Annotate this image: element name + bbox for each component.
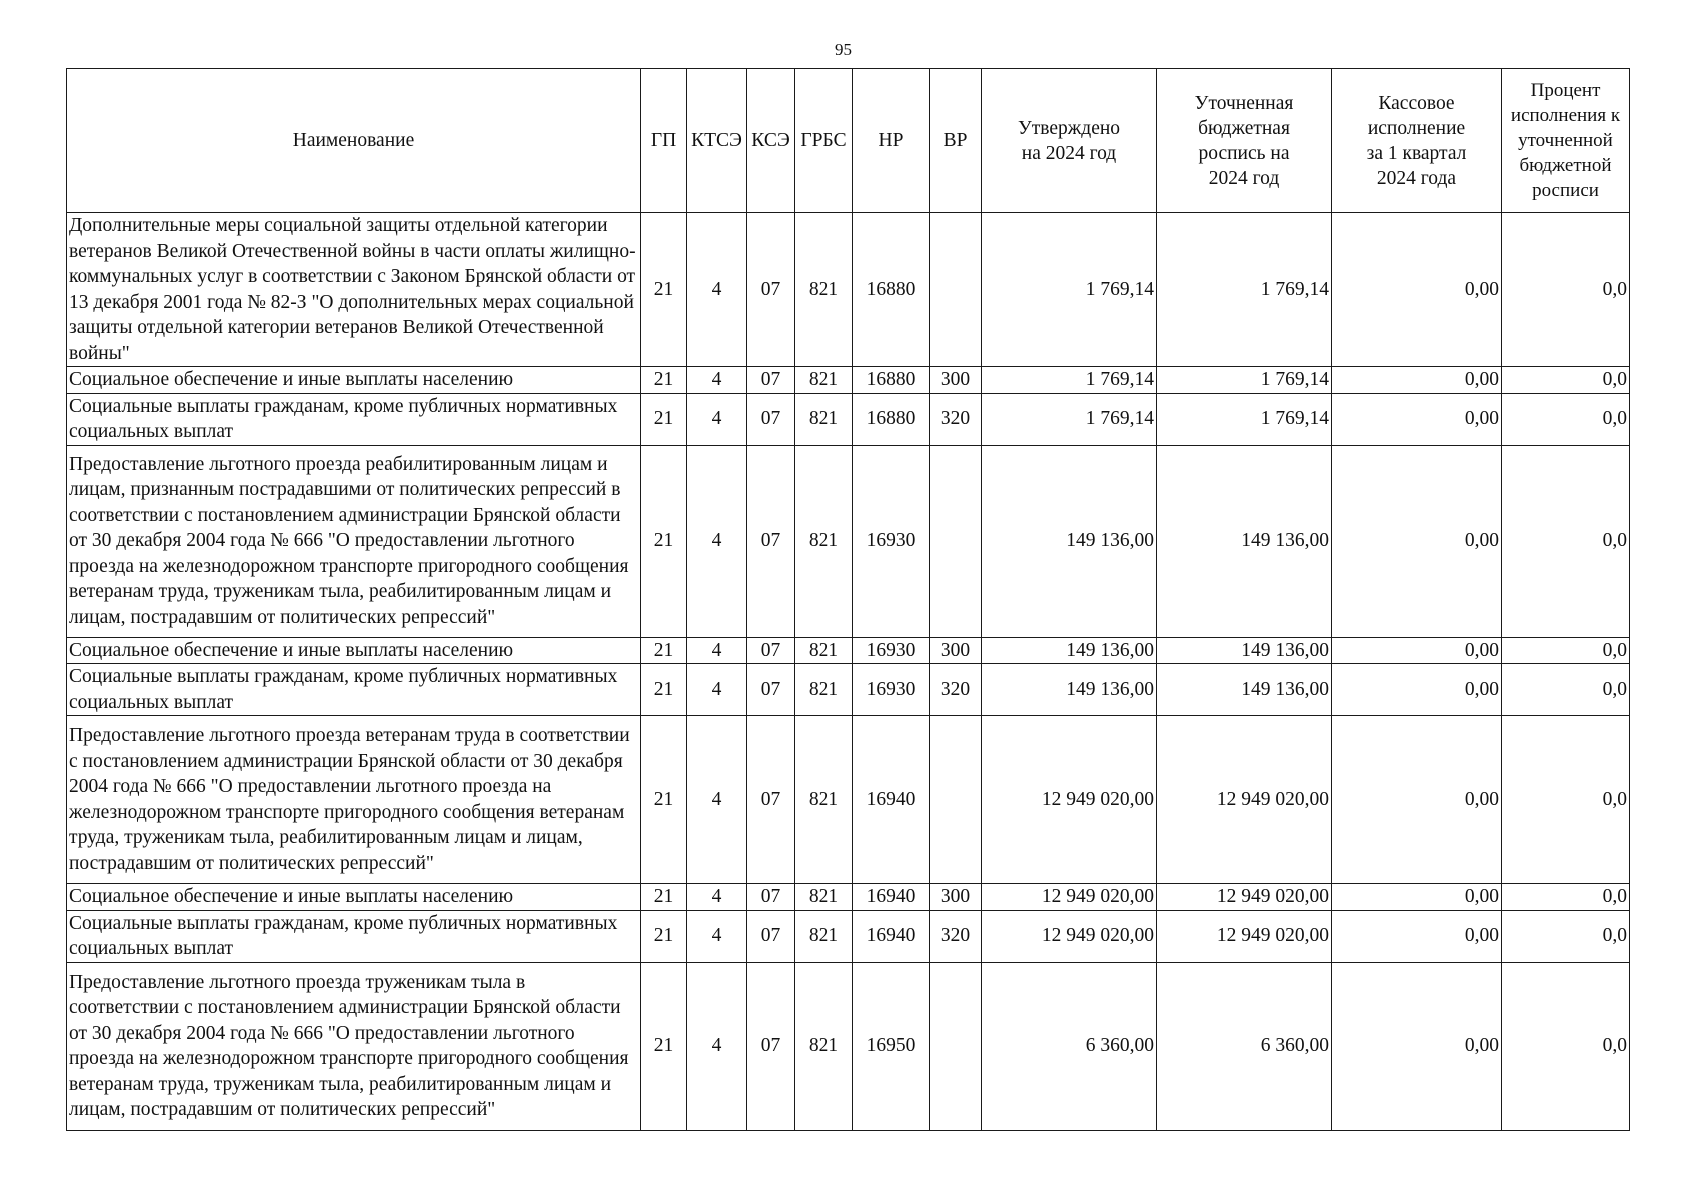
cell-nr: 16950 <box>853 962 930 1130</box>
cell-percent: 0,0 <box>1502 716 1630 884</box>
table-row <box>67 910 1630 962</box>
cell-approved: 12 949 020,00 <box>982 910 1157 962</box>
table-row <box>67 367 1630 394</box>
cell-nr: 16930 <box>853 445 930 637</box>
table-row <box>67 213 1630 367</box>
cell-name: Дополнительные меры социальной защиты отдельной категории ветеранов Великой Отечественной войны в части оплаты жилищно-коммунальных услуг в соответствии с Законом Брянской области от 13 декабря 2001 года № 82-З "О дополнительных мерах социальной защиты отдельной категории ветеранов Великой Отечественной войны" <box>67 213 641 367</box>
cell-percent: 0,0 <box>1502 910 1630 962</box>
cell-approved: 149 136,00 <box>982 664 1157 716</box>
header-grbs: ГРБС <box>795 69 853 213</box>
cell-grbs: 821 <box>795 367 853 394</box>
cell-grbs: 821 <box>795 213 853 367</box>
header-approved: Утверждено на 2024 год <box>982 69 1157 213</box>
table-row <box>67 445 1630 637</box>
header-name: Наименование <box>67 69 641 213</box>
header-percent: Процент исполнения к уточненной бюджетной росписи <box>1502 69 1630 213</box>
cell-ktse: 4 <box>687 962 747 1130</box>
cell-grbs: 821 <box>795 393 853 445</box>
cell-nr: 16940 <box>853 884 930 911</box>
cell-approved: 1 769,14 <box>982 393 1157 445</box>
cell-grbs: 821 <box>795 884 853 911</box>
cell-grbs: 821 <box>795 962 853 1130</box>
cell-percent: 0,0 <box>1502 367 1630 394</box>
cell-ktse: 4 <box>687 884 747 911</box>
cell-vr <box>930 716 982 884</box>
cell-gp: 21 <box>641 213 687 367</box>
cell-approved: 12 949 020,00 <box>982 716 1157 884</box>
cell-vr: 320 <box>930 393 982 445</box>
cell-name: Социальные выплаты гражданам, кроме публичных нормативных социальных выплат <box>67 910 641 962</box>
cell-refined: 149 136,00 <box>1157 445 1332 637</box>
cell-cash: 0,00 <box>1332 664 1502 716</box>
cell-cash: 0,00 <box>1332 445 1502 637</box>
cell-name: Предоставление льготного проезда ветеранам труда в соответствии с постановлением администрации Брянской области от 30 декабря 2004 года № 666 "О предоставлении льготного проезда на железнодорожном транспорте пригородного сообщения ветеранам труда, труженикам тыла, реабилитированным лицам и лицам, пострадавшим от политических репрессий" <box>67 716 641 884</box>
cell-kse: 07 <box>747 716 795 884</box>
cell-nr: 16940 <box>853 910 930 962</box>
cell-name: Предоставление льготного проезда труженикам тыла в соответствии с постановлением администрации Брянской области от 30 декабря 2004 года № 666 "О предоставлении льготного проезда на железнодорожном транспорте пригородного сообщения ветеранам труда, труженикам тыла, реабилитированным лицам и лицам, пострадавшим от политических репрессий" <box>67 962 641 1130</box>
cell-refined: 149 136,00 <box>1157 637 1332 664</box>
table-row <box>67 884 1630 911</box>
cell-kse: 07 <box>747 445 795 637</box>
cell-nr: 16940 <box>853 716 930 884</box>
cell-approved: 149 136,00 <box>982 637 1157 664</box>
cell-ktse: 4 <box>687 716 747 884</box>
cell-ktse: 4 <box>687 393 747 445</box>
cell-nr: 16880 <box>853 367 930 394</box>
cell-vr <box>930 213 982 367</box>
cell-approved: 6 360,00 <box>982 962 1157 1130</box>
table-row <box>67 664 1630 716</box>
cell-nr: 16880 <box>853 393 930 445</box>
cell-name: Предоставление льготного проезда реабилитированным лицам и лицам, признанным пострадавшими от политических репрессий в соответствии с постановлением администрации Брянской области от 30 декабря 2004 года № 666 "О предоставлении льготного проезда на железнодорожном транспорте пригородного сообщения ветеранам труда, труженикам тыла, реабилитированным лицам и лицам, пострадавшим от политических репрессий" <box>67 445 641 637</box>
table-header-row <box>67 69 1630 213</box>
cell-nr: 16880 <box>853 213 930 367</box>
cell-ktse: 4 <box>687 637 747 664</box>
header-vr: ВР <box>930 69 982 213</box>
cell-approved: 1 769,14 <box>982 367 1157 394</box>
cell-cash: 0,00 <box>1332 962 1502 1130</box>
cell-vr: 300 <box>930 637 982 664</box>
cell-cash: 0,00 <box>1332 716 1502 884</box>
cell-refined: 12 949 020,00 <box>1157 910 1332 962</box>
cell-grbs: 821 <box>795 910 853 962</box>
cell-kse: 07 <box>747 962 795 1130</box>
cell-refined: 12 949 020,00 <box>1157 716 1332 884</box>
cell-ktse: 4 <box>687 367 747 394</box>
cell-nr: 16930 <box>853 664 930 716</box>
cell-cash: 0,00 <box>1332 884 1502 911</box>
cell-gp: 21 <box>641 910 687 962</box>
cell-percent: 0,0 <box>1502 445 1630 637</box>
cell-ktse: 4 <box>687 445 747 637</box>
cell-kse: 07 <box>747 367 795 394</box>
cell-ktse: 4 <box>687 664 747 716</box>
cell-gp: 21 <box>641 393 687 445</box>
cell-ktse: 4 <box>687 213 747 367</box>
cell-vr <box>930 445 982 637</box>
cell-grbs: 821 <box>795 664 853 716</box>
cell-gp: 21 <box>641 367 687 394</box>
cell-kse: 07 <box>747 393 795 445</box>
cell-name: Социальное обеспечение и иные выплаты населению <box>67 884 641 911</box>
cell-cash: 0,00 <box>1332 393 1502 445</box>
cell-refined: 149 136,00 <box>1157 664 1332 716</box>
cell-kse: 07 <box>747 664 795 716</box>
cell-gp: 21 <box>641 664 687 716</box>
cell-gp: 21 <box>641 637 687 664</box>
cell-cash: 0,00 <box>1332 367 1502 394</box>
header-gp: ГП <box>641 69 687 213</box>
cell-refined: 1 769,14 <box>1157 393 1332 445</box>
cell-vr <box>930 962 982 1130</box>
cell-vr: 320 <box>930 910 982 962</box>
cell-percent: 0,0 <box>1502 213 1630 367</box>
cell-kse: 07 <box>747 884 795 911</box>
cell-gp: 21 <box>641 716 687 884</box>
cell-percent: 0,0 <box>1502 664 1630 716</box>
cell-ktse: 4 <box>687 910 747 962</box>
table-row <box>67 637 1630 664</box>
cell-gp: 21 <box>641 445 687 637</box>
header-refined: Уточненная бюджетная роспись на 2024 год <box>1157 69 1332 213</box>
cell-percent: 0,0 <box>1502 393 1630 445</box>
budget-execution-table <box>66 68 1630 1131</box>
cell-cash: 0,00 <box>1332 637 1502 664</box>
cell-refined: 1 769,14 <box>1157 213 1332 367</box>
cell-refined: 1 769,14 <box>1157 367 1332 394</box>
cell-grbs: 821 <box>795 716 853 884</box>
header-ktse: КТСЭ <box>687 69 747 213</box>
cell-kse: 07 <box>747 637 795 664</box>
cell-approved: 1 769,14 <box>982 213 1157 367</box>
cell-nr: 16930 <box>853 637 930 664</box>
cell-refined: 6 360,00 <box>1157 962 1332 1130</box>
cell-approved: 12 949 020,00 <box>982 884 1157 911</box>
cell-percent: 0,0 <box>1502 637 1630 664</box>
cell-approved: 149 136,00 <box>982 445 1157 637</box>
cell-name: Социальное обеспечение и иные выплаты населению <box>67 637 641 664</box>
cell-gp: 21 <box>641 884 687 911</box>
cell-grbs: 821 <box>795 445 853 637</box>
cell-gp: 21 <box>641 962 687 1130</box>
cell-vr: 320 <box>930 664 982 716</box>
cell-cash: 0,00 <box>1332 213 1502 367</box>
table-row <box>67 393 1630 445</box>
page-number: 95 <box>835 40 852 59</box>
cell-name: Социальное обеспечение и иные выплаты населению <box>67 367 641 394</box>
table-row <box>67 962 1630 1130</box>
header-nr: НР <box>853 69 930 213</box>
cell-cash: 0,00 <box>1332 910 1502 962</box>
cell-name: Социальные выплаты гражданам, кроме публичных нормативных социальных выплат <box>67 393 641 445</box>
header-kse: КСЭ <box>747 69 795 213</box>
cell-percent: 0,0 <box>1502 884 1630 911</box>
table-row <box>67 716 1630 884</box>
cell-kse: 07 <box>747 213 795 367</box>
cell-kse: 07 <box>747 910 795 962</box>
cell-grbs: 821 <box>795 637 853 664</box>
cell-refined: 12 949 020,00 <box>1157 884 1332 911</box>
cell-vr: 300 <box>930 884 982 911</box>
cell-percent: 0,0 <box>1502 962 1630 1130</box>
header-cash: Кассовое исполнение за 1 квартал 2024 года <box>1332 69 1502 213</box>
cell-name: Социальные выплаты гражданам, кроме публичных нормативных социальных выплат <box>67 664 641 716</box>
table-body <box>67 213 1630 1131</box>
cell-vr: 300 <box>930 367 982 394</box>
